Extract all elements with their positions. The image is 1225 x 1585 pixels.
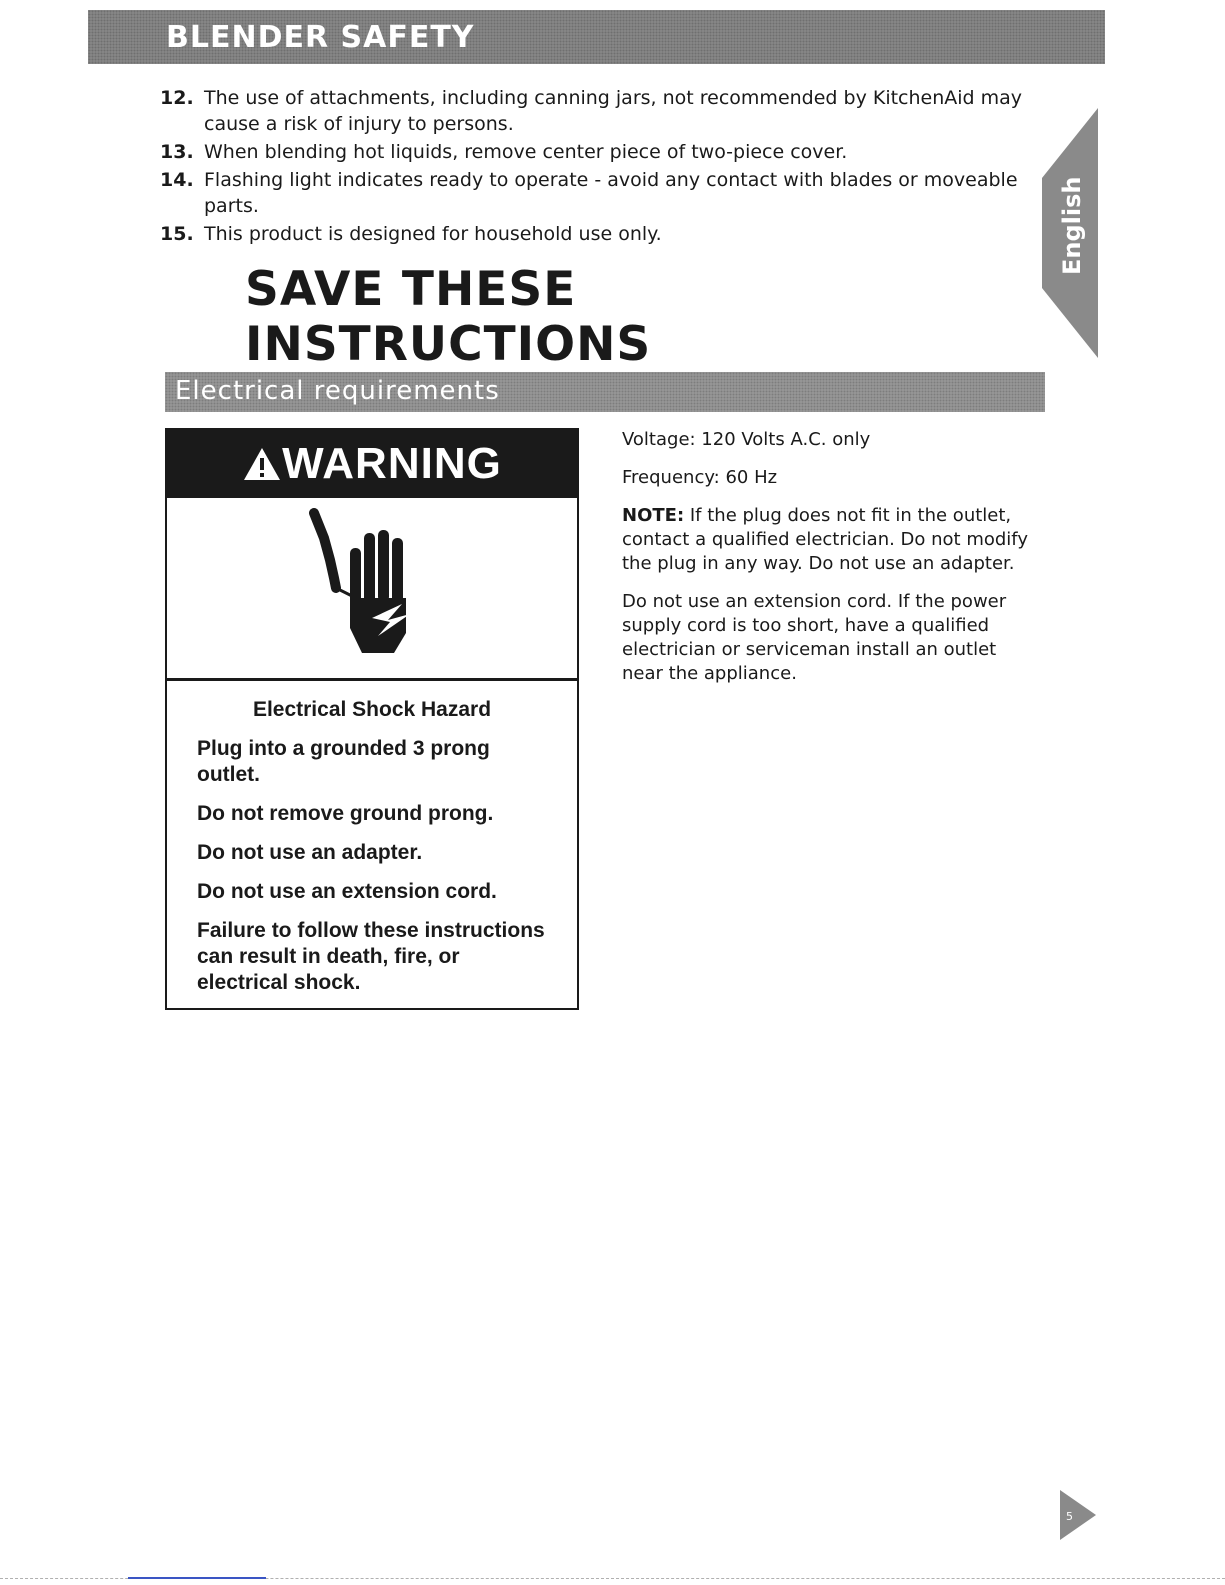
header-title: BLENDER SAFETY bbox=[166, 20, 475, 55]
list-item bbox=[160, 167, 1040, 219]
section-title: Electrical requirements bbox=[175, 376, 500, 406]
warning-icon-area bbox=[167, 498, 577, 681]
warning-body bbox=[167, 682, 577, 1009]
warning-line: Plug into a grounded 3 prong outlet. bbox=[197, 737, 490, 786]
warning-heading: WARNING bbox=[282, 439, 502, 488]
warning-triangle-icon bbox=[242, 446, 282, 482]
voltage-text: Voltage: 120 Volts A.C. only bbox=[622, 429, 871, 450]
language-label: English bbox=[1058, 176, 1086, 275]
warning-line: Failure to follow these instructions can result in death, fire, or electrical shock. bbox=[197, 919, 545, 994]
save-instructions-heading: SAVE THESE INSTRUCTIONS bbox=[245, 262, 652, 372]
item-text: Flashing light indicates ready to operate - avoid any contact with blades or moveable parts. bbox=[204, 169, 1018, 217]
section-bar bbox=[165, 372, 1045, 412]
warning-line: Do not remove ground prong. bbox=[197, 802, 494, 825]
list-item bbox=[160, 85, 1040, 137]
frequency-text: Frequency: 60 Hz bbox=[622, 467, 778, 488]
list-item bbox=[160, 221, 1040, 247]
extension-text: Do not use an extension cord. If the power supply cord is too short, have a qualified electrician or serviceman install an outlet near the appliance. bbox=[622, 591, 1007, 684]
note-label: NOTE: bbox=[622, 505, 685, 526]
safety-list bbox=[160, 85, 1040, 249]
requirements-column bbox=[622, 428, 1032, 700]
item-number: 14. bbox=[160, 169, 194, 191]
note-text: If the plug does not fit in the outlet, contact a qualified electrician. Do not modify the plug in any way. Do not use an adapter. bbox=[622, 505, 1028, 574]
warning-line: Do not use an extension cord. bbox=[197, 880, 497, 903]
page-number: 5 bbox=[1066, 1510, 1073, 1523]
warning-box bbox=[165, 428, 579, 1010]
list-item bbox=[160, 139, 1040, 165]
note-paragraph bbox=[622, 504, 1032, 576]
electric-shock-hand-icon bbox=[294, 508, 454, 658]
warning-line: Do not use an adapter. bbox=[197, 841, 423, 864]
header-bar bbox=[88, 10, 1105, 64]
item-number: 13. bbox=[160, 141, 194, 163]
footer-accent bbox=[128, 1577, 266, 1579]
item-text: When blending hot liquids, remove center piece of two-piece cover. bbox=[204, 141, 848, 163]
warning-header bbox=[167, 430, 577, 498]
item-number: 12. bbox=[160, 87, 194, 109]
item-text: This product is designed for household use only. bbox=[204, 223, 662, 245]
hazard-title: Electrical Shock Hazard bbox=[252, 698, 492, 721]
item-text: The use of attachments, including canning jars, not recommended by KitchenAid may cause a risk of injury to persons. bbox=[204, 87, 1023, 135]
item-number: 15. bbox=[160, 223, 194, 245]
